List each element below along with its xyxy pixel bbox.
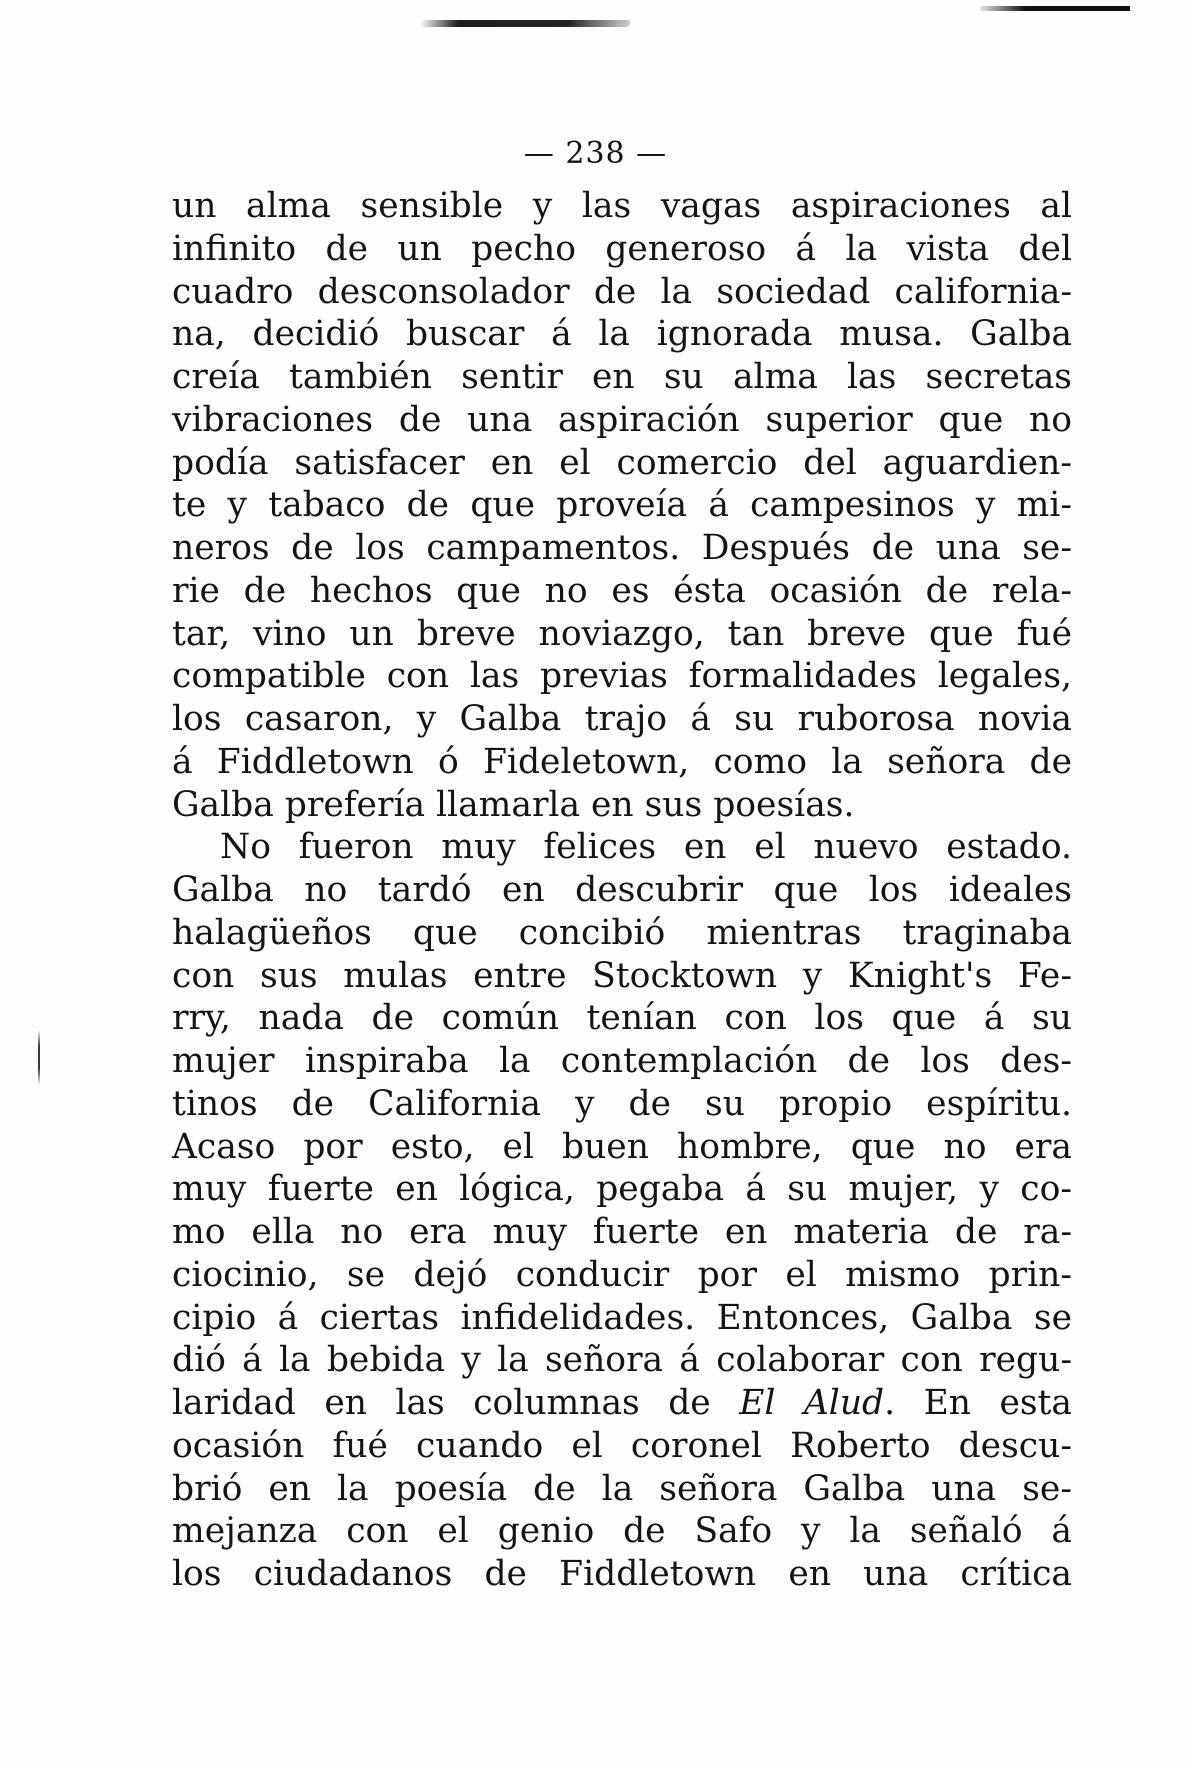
text-line: con sus mulas entre Stocktown y Knight's Fe- — [172, 955, 1072, 996]
scan-smudge-left — [38, 1030, 40, 1085]
scan-smudge-top-right — [980, 6, 1130, 11]
text-line: un alma sensible y las vagas aspiraciones al — [172, 186, 1072, 226]
paragraph-2 — [172, 826, 1072, 1596]
text-line: mujer inspiraba la contemplación de los des- — [172, 1041, 1072, 1081]
text-line: podía satisfacer en el comercio del aguardien- — [172, 442, 1072, 483]
text-line: Acaso por esto, el buen hombre, que no era — [172, 1126, 1072, 1167]
body-text — [172, 185, 1072, 1596]
text-line: creía también sentir en su alma las secretas — [172, 357, 1072, 397]
text-line: brió en la poesía de la señora Galba una se- — [172, 1468, 1072, 1509]
page-number: — 238 — — [523, 136, 668, 171]
text-line: los casaron, y Galba trajo á su ruborosa novia — [172, 699, 1072, 739]
scan-smudge-top — [419, 20, 630, 27]
text-line: dió á la bebida y la señora á colaborar con regu- — [172, 1340, 1072, 1381]
text-line: tinos de California y de su propio espíritu. — [172, 1083, 1072, 1124]
text-line: rry, nada de común tenían con los que á su — [172, 998, 1072, 1039]
text-line: halagüeños que concibió mientras traginaba — [172, 912, 1072, 953]
text-line: cuadro desconsolador de la sociedad california- — [172, 271, 1072, 312]
text-line: á Fiddletown ó Fideletown, como la señora de — [172, 741, 1072, 782]
text-line: muy fuerte en lógica, pegaba á su mujer, y co- — [172, 1169, 1072, 1210]
text-line: na, decidió buscar á la ignorada musa. Galba — [172, 314, 1072, 355]
text-line: cipio á ciertas infidelidades. Entonces, Galba se — [172, 1297, 1072, 1338]
text-line: No fueron muy felices en el nuevo estado. — [220, 827, 1072, 868]
text-line: rie de hechos que no es ésta ocasión de rela- — [172, 570, 1072, 611]
text-line: compatible con las previas formalidades legales, — [172, 656, 1072, 697]
text-line: te y tabaco de que proveía á campesinos y mi- — [172, 485, 1072, 526]
paragraph-1 — [172, 185, 1072, 826]
text-line: Galba prefería llamarla en sus poesías. — [172, 784, 855, 825]
periodical-title: El Alud — [739, 1383, 885, 1423]
text-line-with-italic — [172, 1382, 1072, 1425]
text-line: tar, vino un breve noviazgo, tan breve que fué — [172, 613, 1072, 654]
text-line: vibraciones de una aspiración superior que no — [172, 399, 1072, 440]
text-line: ocasión fué cuando el coronel Roberto descu- — [172, 1425, 1072, 1466]
text-line: infinito de un pecho generoso á la vista del — [172, 228, 1072, 269]
text-line: Galba no tardó en descubrir que los ideales — [172, 870, 1072, 910]
text-line: ciocinio, se dejó conducir por el mismo prin- — [172, 1254, 1072, 1295]
text-fragment: laridad en las columnas de — [172, 1383, 711, 1423]
text-line: mejanza con el genio de Safo y la señaló á — [172, 1511, 1072, 1552]
text-line: mo ella no era muy fuerte en materia de ra- — [172, 1212, 1072, 1252]
text-line: los ciudadanos de Fiddletown en una crítica — [172, 1554, 1072, 1594]
text-fragment: . En esta — [884, 1383, 1072, 1423]
text-line: neros de los campamentos. Después de una se- — [172, 528, 1072, 568]
